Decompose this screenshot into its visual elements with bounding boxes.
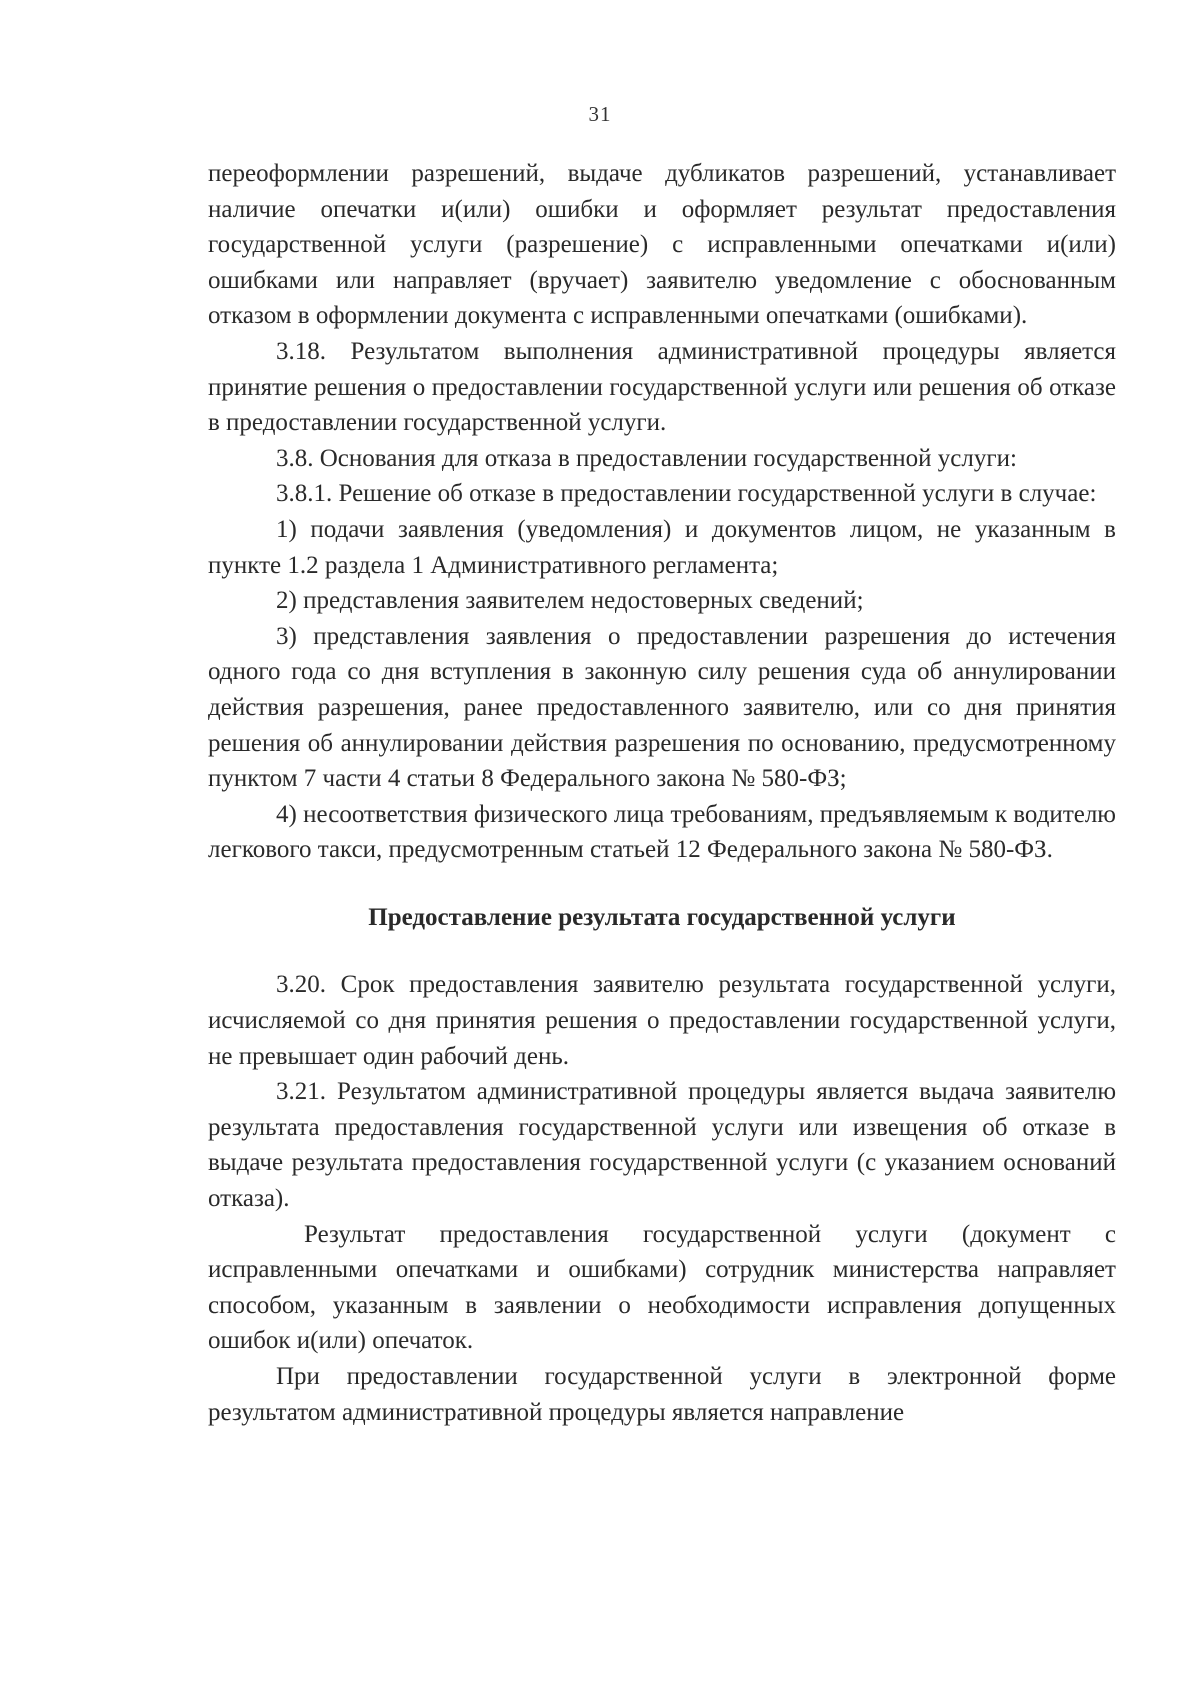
paragraph: Результат предоставления государственной услуги (документ с исправленными опечатками и ошибками) сотрудник министерства направляет способом, указанным в заявлении о необходимости исправления допущенных ошибок и(или) опечаток. <box>208 1220 1116 1355</box>
list-item: 3) представления заявления о предоставлении разрешения до истечения одного года со дня вступления в законную силу решения суда об аннулировании действия разрешения, ранее предоставленного заявителю, или со дня принятия решения об аннулировании действия разрешения по основанию, предусмотренному пунктом 7 части 4 статьи 8 Федерального закона № 580-ФЗ; <box>208 622 1116 793</box>
paragraph: 3.8. Основания для отказа в предоставлении государственной услуги: <box>276 444 1017 472</box>
paragraph: 3.18. Результатом выполнения административной процедуры является принятие решения о предоставлении государственной услуги или решения об отказе в предоставлении государственной услуги. <box>208 337 1116 437</box>
list-item: 2) представления заявителем недостоверных сведений; <box>276 587 864 615</box>
section-heading: Предоставление результата государственной услуги <box>368 903 956 931</box>
paragraph: переоформлении разрешений, выдаче дубликатов разрешений, устанавливает наличие опечатки и(или) ошибки и оформляет результат предоставления государственной услуги (разрешение) с исправленными опечатками и(или) ошибками или направляет (вручает) заявителю уведомление с обоснованным отказом в оформлении документа с исправленными опечатками (ошибками). <box>208 160 1116 330</box>
paragraph: 3.20. Срок предоставления заявителю результата государственной услуги, исчисляемой со дня принятия решения о предоставлении государственной услуги, не превышает один рабочий день. <box>208 971 1116 1070</box>
document-body <box>208 156 1116 1430</box>
page-number: 31 <box>588 102 612 126</box>
list-item: 4) несоответствия физического лица требованиям, предъявляемым к водителю легкового такси, предусмотренным статьей 12 Федерального закона № 580-ФЗ. <box>208 800 1116 864</box>
list-item: 1) подачи заявления (уведомления) и документов лицом, не указанным в пункте 1.2 раздела 1 Административного регламента; <box>208 515 1116 579</box>
paragraph: 3.21. Результатом административной процедуры является выдача заявителю результата предоставления государственной услуги или извещения об отказе в выдаче результата предоставления государственной услуги (с указанием оснований отказа). <box>208 1078 1116 1213</box>
paragraph: 3.8.1. Решение об отказе в предоставлении государственной услуги в случае: <box>276 480 1097 508</box>
paragraph: При предоставлении государственной услуги в электронной форме результатом административной процедуры является направление <box>208 1363 1116 1426</box>
